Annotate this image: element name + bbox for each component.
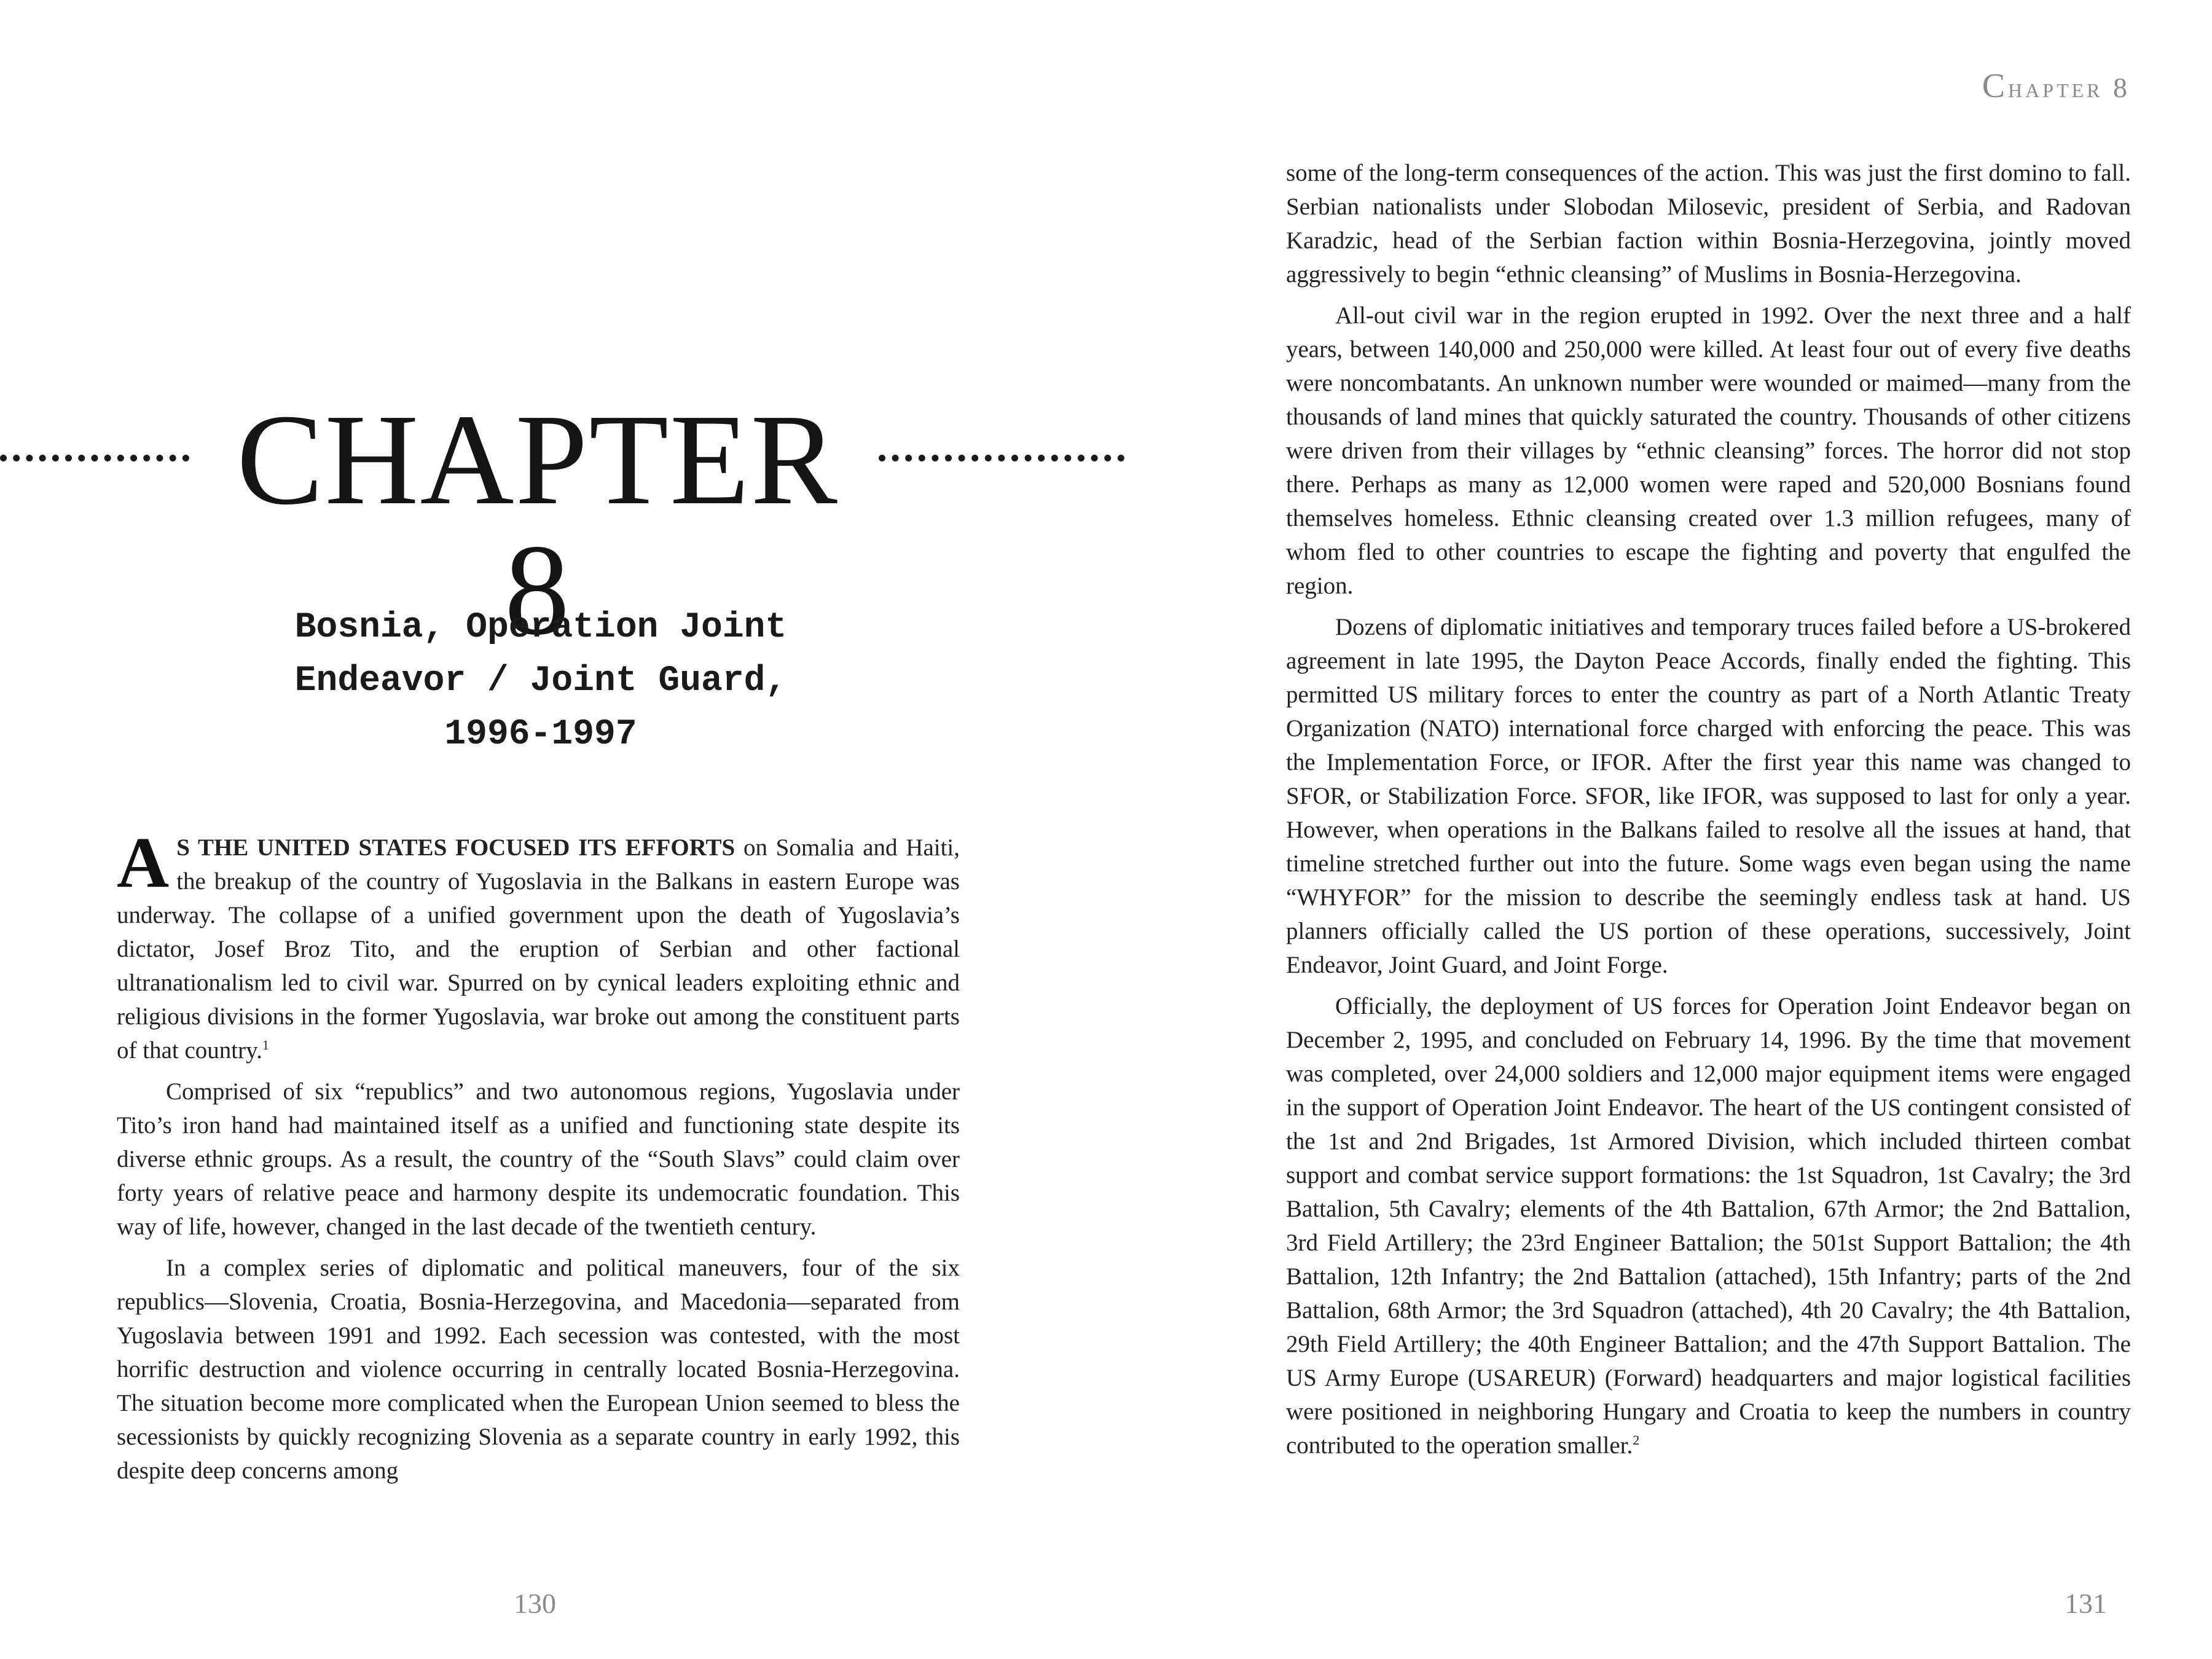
running-head <box>1982 66 2130 106</box>
paragraph: Dozens of diplomatic initiatives and temporary truces failed before a US-brokered agreement in late 1995, the Dayton Peace Accords, finally ended the fighting. This permitted US military forces to enter the country as part of a North Atlantic Treaty Organization (NATO) international force charged with enforcing the peace. This was the Implementation Force, or IFOR. After the first year this name was changed to SFOR, or Stabilization Force. SFOR, like IFOR, was supposed to last for only a year. However, when operations in the Balkans failed to resolve all the issues at hand, that timeline stretched further out into the future. Some wags even began using the name “WHYFOR” for the mission to describe the seemingly endless task at hand. US planners officially called the US portion of these operations, successively, Joint Endeavor, Joint Guard, and Joint Forge. <box>1286 614 2131 978</box>
dotted-rule-right <box>879 455 1124 461</box>
paragraph: some of the long-term consequences of the action. This was just the first domino to fall. Serbian nationalists under Slobodan Milosevic, president of Serbia, and Radovan Karadzic, head of the Serbian faction within Bosnia-Herzegovina, jointly moved aggressively to begin “ethnic cleansing” of Muslims in Bosnia-Herzegovina. <box>1286 160 2131 288</box>
subtitle-line: Endeavor / Joint Guard, <box>294 661 787 701</box>
left-body-text <box>117 822 960 1488</box>
paragraph-text: on Somalia and Haiti, the breakup of the country of Yugoslavia in the Balkans in eastern Europe was underway. The collapse of a unified government upon the death of Yugoslavia’s dictator, Josef Broz Tito, and the eruption of Serbian and other factional ultranationalism led to civil war. Spurred on by cynical leaders exploiting ethnic and religious divisions in the former Yugoslavia, war broke out among the constituent parts of that country. <box>117 834 960 1064</box>
lead-in-caps: S THE UNITED STATES FOCUSED ITS EFFORTS <box>176 834 735 861</box>
drop-cap: A <box>117 822 170 903</box>
paragraph <box>117 822 960 1067</box>
running-head-initial: C <box>1982 67 2009 105</box>
chapter-subtitle <box>178 601 903 761</box>
paragraph <box>1286 989 2131 1462</box>
dotted-rule-left <box>0 455 189 461</box>
paragraph-text: Officially, the deployment of US forces for Operation Joint Endeavor began on December 2, 1995, and concluded on February 14, 1996. By the time that movement was completed, over 24,000 soldiers and 12,000 major equipment items were engaged in the support of Operation Joint Endeavor. The heart of the US contingent consisted of the 1st and 2nd Brigades, 1st Armored Division, which included thirteen combat support and combat service support formations: the 1st Squadron, 1st Cavalry; the 3rd Battalion, 5th Cavalry; elements of the 4th Battalion, 67th Armor; the 2nd Battalion, 3rd Field Artillery; the 23rd Engineer Battalion; the 501st Support Battalion; the 4th Battalion, 12th Infantry; the 2nd Battalion (attached), 15th Infantry; parts of the 2nd Battalion, 68th Armor; the 3rd Squadron (attached), 4th 20 Cavalry; the 4th Battalion, 29th Field Artillery; the 40th Engineer Battalion; and the 47th Support Battalion. The US Army Europe (USAREUR) (Forward) headquarters and major logistical facilities were positioned in neighboring Hungary and Croatia to keep the numbers in country contributed to the operation smaller. <box>1286 993 2131 1459</box>
chapter-title: CHAPTER 8 <box>237 387 839 662</box>
running-head-text: hapter 8 <box>2008 72 2130 103</box>
footnote-marker: 2 <box>1633 1432 1640 1448</box>
page-number: 131 <box>2065 1588 2107 1619</box>
paragraph: All-out civil war in the region erupted in 1992. Over the next three and a half years, between 140,000 and 250,000 were killed. At least four out of every five deaths were noncombatants. An unknown number were wounded or maimed—many from the thousands of land mines that quickly saturated the country. Thousands of other citizens were driven from their villages by “ethnic cleansing” forces. The horror did not stop there. Perhaps as many as 12,000 women were raped and 520,000 Bosnians found themselves homeless. Ethnic cleansing created over 1.3 million refugees, many of whom fled to other countries to escape the fighting and poverty that engulfed the region. <box>1286 302 2131 599</box>
right-page <box>1106 0 2212 1659</box>
subtitle-line: Bosnia, Operation Joint <box>294 608 787 648</box>
paragraph: In a complex series of diplomatic and political maneuvers, four of the six republics—Slovenia, Croatia, Bosnia-Herzegovina, and Macedonia—separated from Yugoslavia between 1991 and 1992. Each secession was contested, with the most horrific destruction and violence occurring in centrally located Bosnia-Herzegovina. The situation become more complicated when the European Union seemed to bless the secessionists by quickly recognizing Slovenia as a separate country in early 1992, this despite deep concerns among <box>117 1255 960 1484</box>
subtitle-line: 1996-1997 <box>444 715 637 755</box>
page-number: 130 <box>514 1588 556 1619</box>
right-body-text <box>1286 156 2131 1462</box>
paragraph: Comprised of six “republics” and two autonomous regions, Yugoslavia under Tito’s iron hand had maintained itself as a unified and functioning state despite its diverse ethnic groups. As a result, the country of the “South Slavs” could claim over forty years of relative peace and harmony despite its undemocratic foundation. This way of life, however, changed in the last decade of the twentieth century. <box>117 1078 960 1240</box>
footnote-marker: 1 <box>262 1037 269 1053</box>
